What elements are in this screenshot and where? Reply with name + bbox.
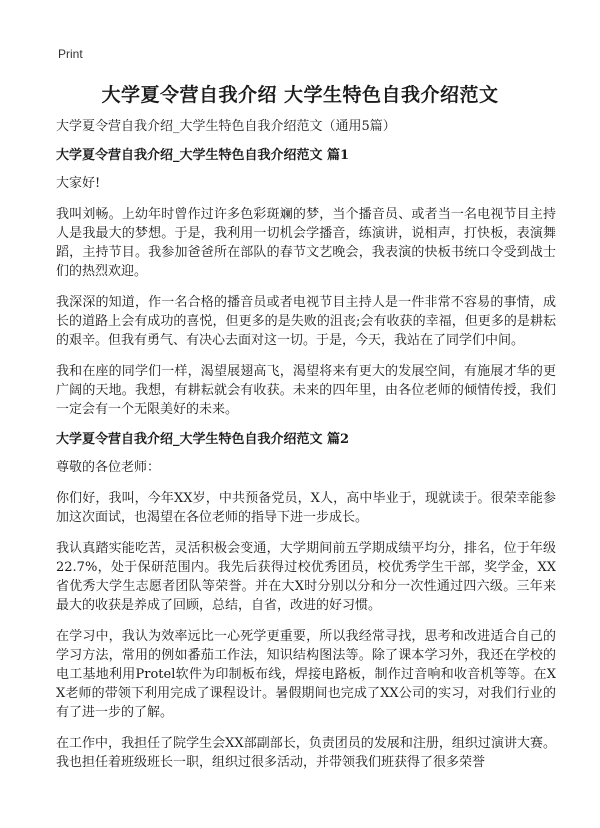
section-heading: 大学夏令营自我介绍_大学生特色自我介绍范文 篇1 bbox=[56, 148, 350, 163]
section-heading: 大学夏令营自我介绍_大学生特色自我介绍范文 篇2 bbox=[56, 432, 350, 447]
section-1 bbox=[56, 147, 556, 419]
paragraph: 你们好，我叫，今年XX岁，中共预备党员，X人，高中毕业于，现就读于。很荣幸能参加这次面试，也渴望在各位老师的指导下进一步成长。 bbox=[56, 491, 556, 525]
print-label[interactable]: Print bbox=[58, 47, 83, 61]
paragraph: 我深深的知道，作一名合格的播音员或者电视节目主持人是一件非常不容易的事情，成长的道路上会有成功的喜悦，但更多的是失败的沮丧;会有收获的幸福，但更多的是耕耘的艰辛。但我有勇气、有决心去面对这一切。于是，今天，我站在了同学们中间。 bbox=[56, 295, 556, 348]
paragraph: 大家好! bbox=[56, 176, 101, 191]
document-subtitle: 大学夏令营自我介绍_大学生特色自我介绍范文（通用5篇） bbox=[56, 119, 396, 134]
paragraph: 在学习中，我认为效率远比一心死学更重要，所以我经常寻找，思考和改进适合自己的学习方法，常用的例如番茄工作法，知识结构图法等。除了课本学习外，我还在学校的电工基地利用Protel软件为印制板布线，焊接电路板，制作过音响和收音机等等。在XX老师的带领下利用完成了课程设计。暑假期间也完成了XX公司的实习，对我们行业的有了进一步的了解。 bbox=[56, 629, 556, 720]
document-title: 大学夏令营自我介绍 大学生特色自我介绍范文 bbox=[101, 84, 499, 106]
paragraph: 在工作中，我担任了院学生会XX部副部长，负责团员的发展和注册，组织过演讲大赛。我也担任着班级班长一职，组织过很多活动，并带领我们班获得了很多荣誉 bbox=[56, 736, 556, 770]
paragraph: 我认真踏实能吃苦，灵活积极会变通，大学期间前五学期成绩平均分，排名，位于年级22.7%，处于保研范围内。我先后获得过校优秀团员，校优秀学生干部，奖学金，XX省优秀大学生志愿者团队等荣誉。并在大X时分别以分和分一次性通过四六级。三年来最大的收获是养成了回顾，总结，自省，改进的好习惯。 bbox=[56, 541, 556, 613]
document-body bbox=[56, 118, 556, 784]
paragraph: 尊敬的各位老师： bbox=[56, 460, 161, 475]
paragraph: 我和在座的同学们一样，渴望展翅高飞，渴望将来有更大的发展空间，有施展才华的更广阔的天地。我想，有耕耘就会有收获。未来的四年里，由各位老师的倾情传授，我们一定会有一个无限美好的未来。 bbox=[56, 364, 556, 417]
section-2 bbox=[56, 431, 556, 772]
paragraph: 我叫刘畅。上幼年时曾作过许多色彩斑斓的梦，当个播音员、或者当一名电视节目主持人是我最大的梦想。于是，我利用一切机会学播音，练演讲，说相声，打快板，表演舞蹈，主持节目。我参加爸爸所在部队的春节文艺晚会，我表演的快板书统口令受到战士们的热烈欢迎。 bbox=[56, 207, 556, 279]
